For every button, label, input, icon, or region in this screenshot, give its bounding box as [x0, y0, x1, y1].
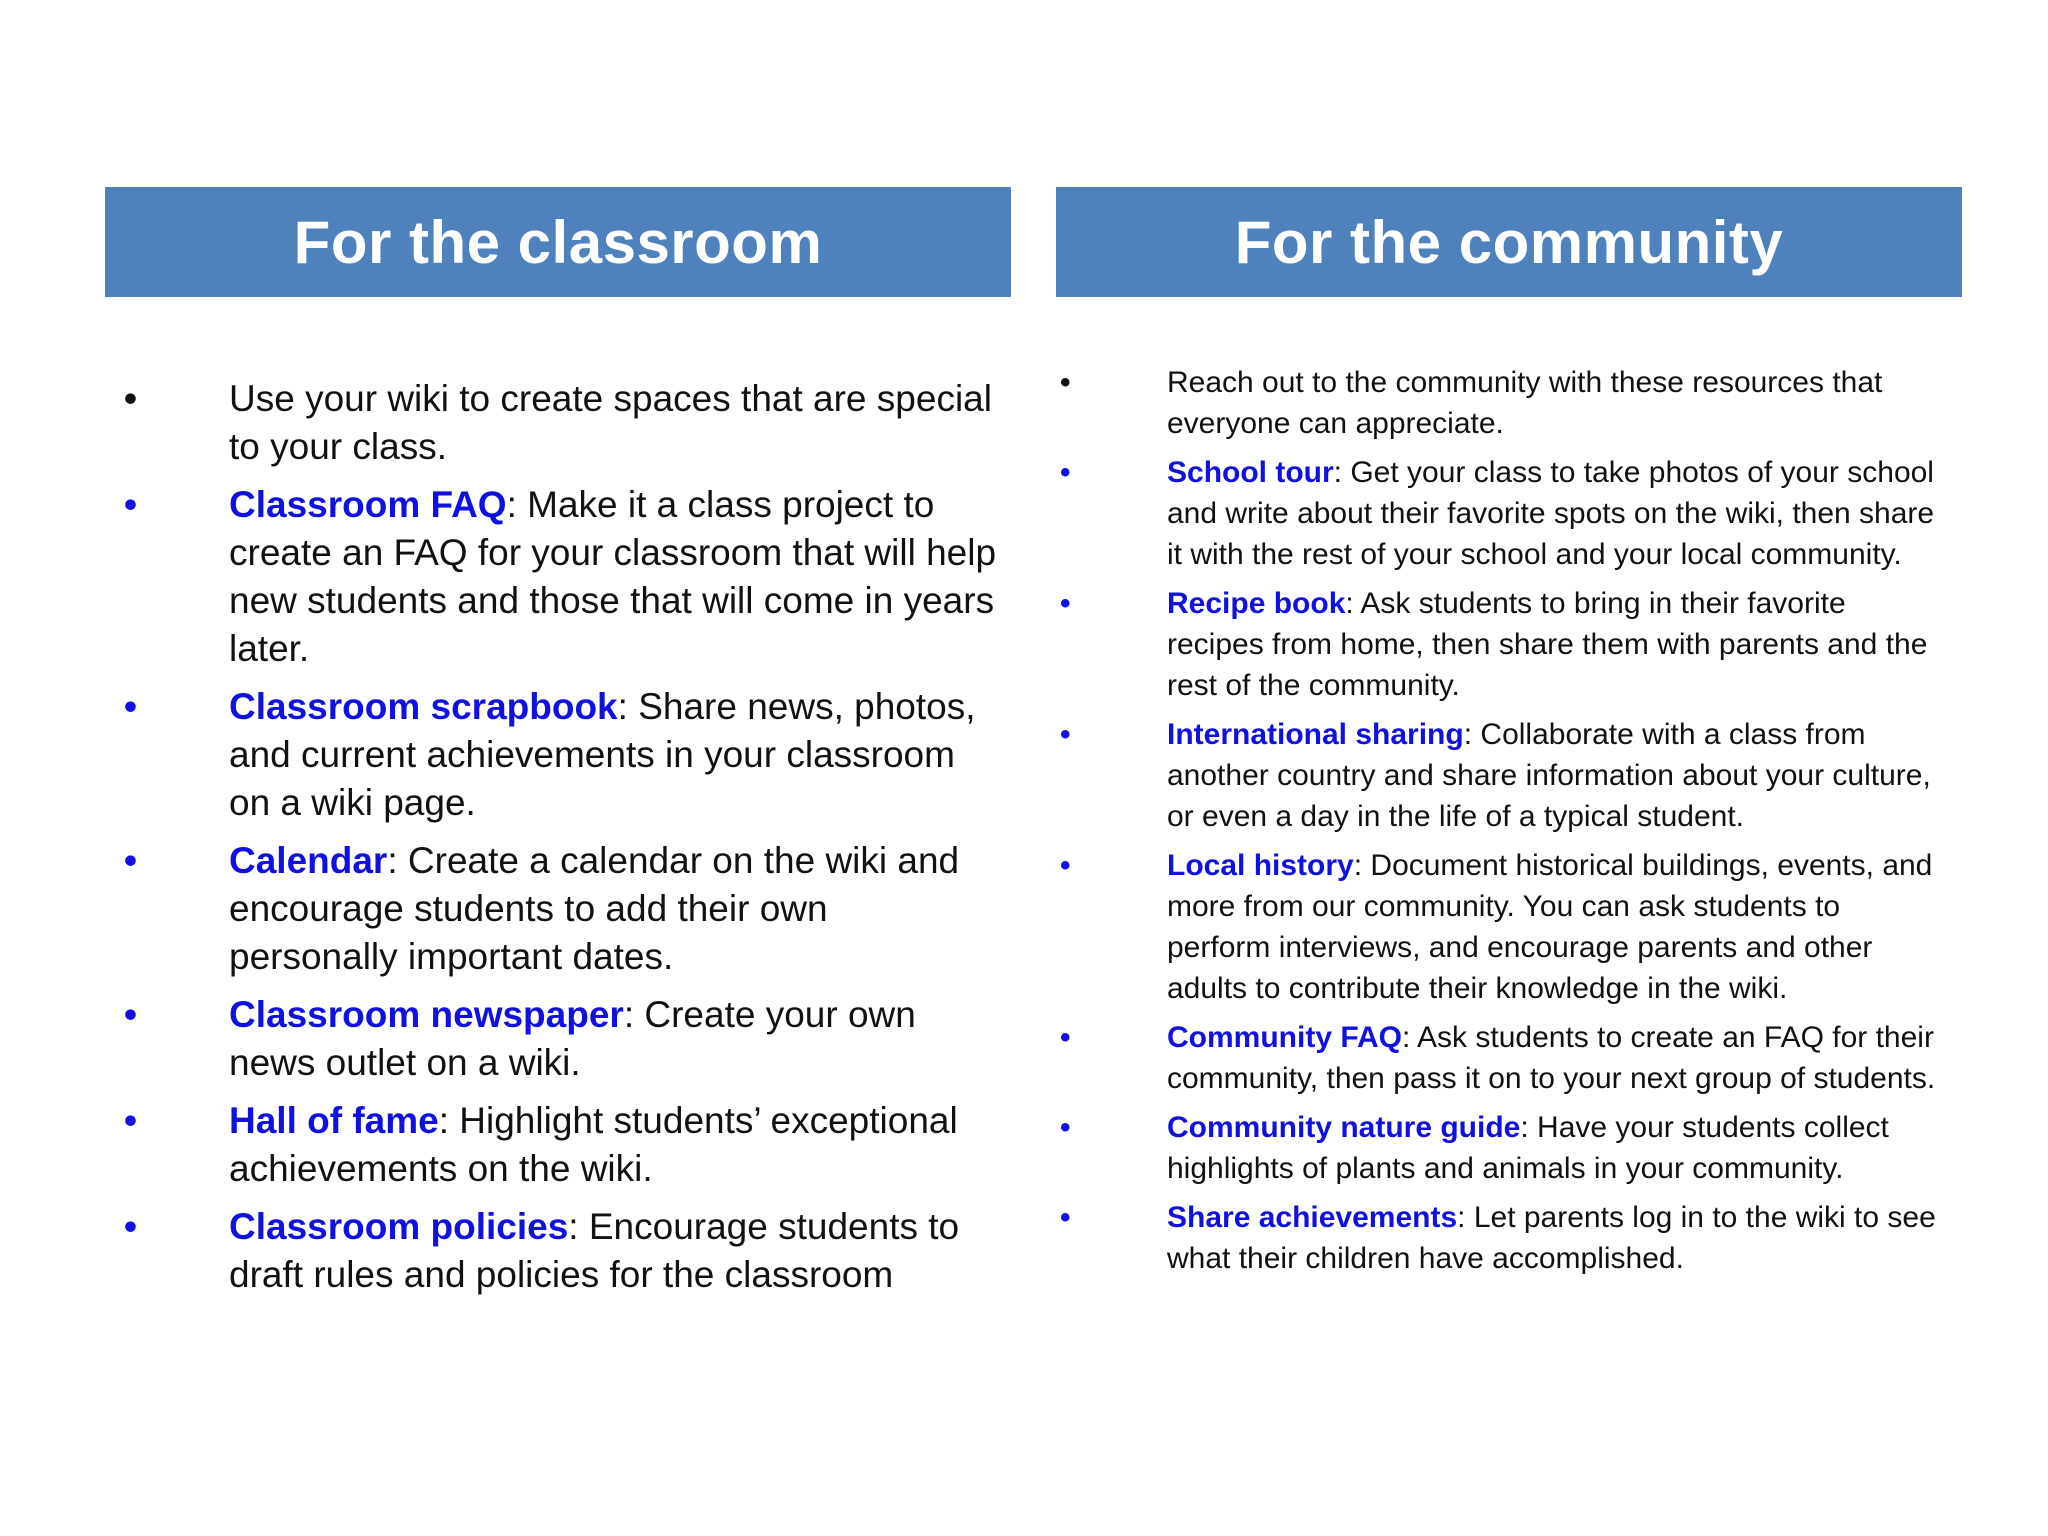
item-description: Get your class to take photos of your school and write about their favorite spots on the wiki, then share it with the rest of your school and your local community.: [1167, 456, 1935, 571]
classroom-column-header: [105, 187, 1011, 297]
item-term: Community FAQ: [1167, 1021, 1403, 1054]
item-text: [229, 683, 1000, 827]
item-description: Highlight students’ exceptional achievements on the wiki.: [229, 1100, 958, 1189]
bullet-icon: •: [1060, 849, 1071, 882]
bullet-icon: •: [124, 484, 137, 525]
item-term: Classroom FAQ: [229, 484, 507, 525]
item-description: Make it a class project to create an FAQ for your classroom that will help new students and those that will come in years later.: [229, 484, 997, 669]
item-description: Collaborate with a class from another country and share information about your culture, or even a day in the life of a typical student.: [1167, 718, 1931, 833]
item-separator: :: [1520, 1111, 1529, 1144]
item-separator: :: [1345, 587, 1354, 620]
bullet-icon: •: [124, 994, 137, 1035]
item-description: Encourage students to draft rules and policies for the classroom: [229, 1206, 960, 1295]
list-item: [120, 1097, 1000, 1193]
item-text: [1167, 583, 1936, 706]
item-separator: :: [1457, 1201, 1466, 1234]
item-text: [229, 481, 1000, 673]
item-description: Share news, photos, and current achievements in your classroom on a wiki page.: [229, 686, 976, 823]
item-description: Ask students to create an FAQ for their community, then pass it on to your next group of students.: [1167, 1021, 1936, 1095]
item-description: Have your students collect highlights of plants and animals in your community.: [1167, 1111, 1889, 1185]
item-text: [229, 1097, 1000, 1193]
bullet-icon: •: [1060, 366, 1071, 399]
bullet-icon: •: [1060, 587, 1071, 620]
bullet-icon: •: [1060, 1111, 1071, 1144]
item-separator: :: [438, 1100, 449, 1141]
item-description: Reach out to the community with these resources that everyone can appreciate.: [1167, 366, 1883, 440]
list-item: [120, 481, 1000, 673]
list-item: [1056, 1107, 1936, 1189]
bullet-icon: •: [124, 840, 137, 881]
bullet-icon: •: [124, 378, 137, 419]
item-separator: :: [617, 686, 628, 727]
bullet-icon: •: [1060, 718, 1071, 751]
item-term: Hall of fame: [229, 1100, 439, 1141]
bullet-icon: •: [124, 1100, 137, 1141]
item-separator: :: [1463, 718, 1473, 751]
item-text: [229, 991, 1000, 1087]
item-description: Document historical buildings, events, and more from our community. You can ask students to perform interviews, and encourage parents and other adults to contribute their knowledge in the wiki.: [1167, 849, 1933, 1005]
item-term: Classroom policies: [229, 1206, 569, 1247]
community-title: For the community: [1234, 208, 1784, 276]
item-description: Let parents log in to the wiki to see what their children have accomplished.: [1167, 1201, 1936, 1275]
item-description: Ask students to bring in their favorite recipes from home, then share them with parents and the rest of the community.: [1167, 587, 1928, 702]
classroom-title: For the classroom: [293, 208, 823, 276]
item-text: [229, 837, 1000, 981]
list-item: [1056, 714, 1936, 837]
item-term: Share achievements: [1167, 1201, 1458, 1234]
item-text: [1167, 1197, 1936, 1279]
bullet-icon: •: [1060, 1021, 1071, 1054]
item-separator: :: [1402, 1021, 1411, 1054]
bullet-icon: •: [1060, 456, 1071, 489]
item-text: [1167, 1107, 1936, 1189]
community-ideas-list: [1056, 362, 1936, 1287]
list-item: [1056, 583, 1936, 706]
list-item: [1056, 1017, 1936, 1099]
item-separator: :: [1353, 849, 1363, 882]
list-item: [120, 375, 1000, 471]
item-text: [1167, 714, 1936, 837]
item-description: Use your wiki to create spaces that are special to your class.: [229, 378, 992, 467]
list-item: [120, 991, 1000, 1087]
item-text: [1167, 1017, 1936, 1099]
bullet-icon: •: [124, 1206, 137, 1247]
item-term: School tour: [1167, 456, 1334, 489]
bullet-icon: •: [124, 686, 137, 727]
item-description: Create a calendar on the wiki and encourage students to add their own personally important dates.: [229, 840, 960, 977]
item-term: Calendar: [229, 840, 388, 881]
item-description: Create your own news outlet on a wiki.: [229, 994, 916, 1083]
item-term: Local history: [1167, 849, 1354, 882]
item-separator: :: [1333, 456, 1342, 489]
item-text: [229, 375, 1000, 471]
list-item: [1056, 845, 1936, 1009]
list-item: [1056, 1197, 1936, 1279]
classroom-ideas-list: [120, 375, 1000, 1309]
list-item: [1056, 452, 1936, 575]
item-term: Recipe book: [1167, 587, 1346, 620]
item-term: Classroom newspaper: [229, 994, 624, 1035]
item-text: [1167, 845, 1936, 1009]
item-text: [229, 1203, 1000, 1299]
item-separator: :: [568, 1206, 579, 1247]
bullet-icon: •: [1060, 1201, 1071, 1234]
community-column-header: [1056, 187, 1962, 297]
item-term: Classroom scrapbook: [229, 686, 618, 727]
item-separator: :: [506, 484, 517, 525]
item-term: International sharing: [1167, 718, 1464, 751]
item-separator: :: [623, 994, 635, 1035]
list-item: [120, 1203, 1000, 1299]
list-item: [1056, 362, 1936, 444]
list-item: [120, 837, 1000, 981]
item-text: [1167, 362, 1936, 444]
item-text: [1167, 452, 1936, 575]
item-separator: :: [387, 840, 398, 881]
item-term: Community nature guide: [1167, 1111, 1521, 1144]
list-item: [120, 683, 1000, 827]
